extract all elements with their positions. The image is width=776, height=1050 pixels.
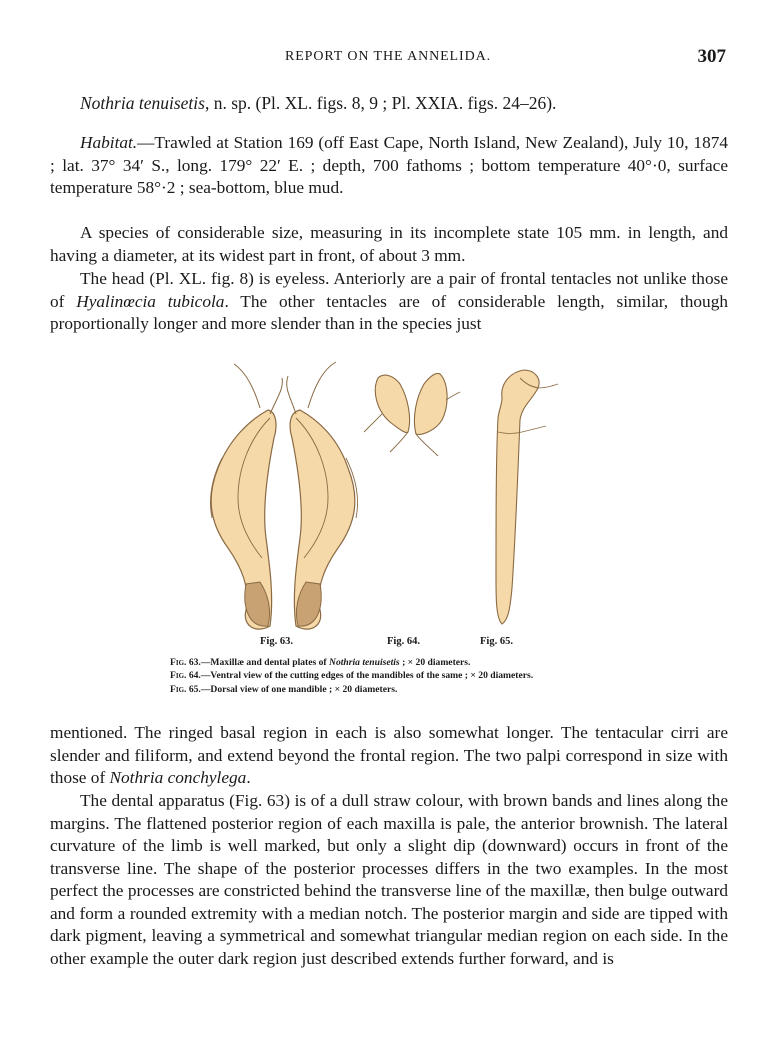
tentacle-italic-species: Nothria conchylega xyxy=(109,768,247,787)
fig65-mandible-drawing xyxy=(496,370,558,624)
fig63-maxillae-drawing xyxy=(210,362,357,629)
head-paragraph xyxy=(50,268,728,336)
head-text-b: . The other tentacles are of considerable length, similar, though proportionally longer and more slender than in the species just xyxy=(50,291,728,333)
tentacle-paragraph xyxy=(50,722,728,790)
habitat-label: Habitat. xyxy=(80,133,138,152)
tentacle-text-a: mentioned. The ringed basal region in each is also somewhat longer. The tentacular cirri are slender and filiform, and extend beyond the frontal region. The two palpi correspond in size with those of xyxy=(50,723,728,787)
fig65-label: Fig. 65. xyxy=(480,636,513,647)
caption-fig65: Fig. 65.—Dorsal view of one mandible ; × 20 diameters. xyxy=(170,683,398,695)
habitat-paragraph xyxy=(50,132,728,200)
head-italic-species: Hyalinœcia tubicola xyxy=(76,291,225,311)
dental-paragraph: The dental apparatus (Fig. 63) is of a dull straw colour, with brown bands and lines along the margins. The flattened posterior region of each maxilla is pale, the anterior brownish. The lateral curvature of the limb is well marked, but only a slight dip (downward) occurs in front of the transverse line. The shape of the posterior processes differs in the two examples. In the most perfect the processes are constricted behind the transverse line of the maxillæ, then bulge outward and form a rounded extremity with a median notch. The posterior margin and side are tipped with dark pigment, leaving a symmetrical and somewhat triangular median region on each side. In the other example the outer dark region just described extends further forward, and is xyxy=(50,791,728,968)
species-reference: , n. sp. (Pl. XL. figs. 8, 9 ; Pl. XXIA. figs. 24–26). xyxy=(204,93,557,113)
running-title: REPORT ON THE ANNELIDA. xyxy=(284,49,491,64)
figure-captions xyxy=(170,656,640,696)
caption-fig63: Fig. 63.—Maxillæ and dental plates of Nothria tenuisetis ; × 20 diameters. xyxy=(170,657,471,668)
fig64-mandibles-drawing xyxy=(364,373,460,456)
figure-group xyxy=(150,348,630,648)
species-heading xyxy=(80,93,556,114)
running-header xyxy=(50,46,726,70)
fig63-label: Fig. 63. xyxy=(260,636,293,647)
habitat-text: —Trawled at Station 169 (off East Cape, North Island, New Zealand), July 10, 1874 ; lat. 37° 34′ S., long. 179° 22′ E. ; depth, 700 fathoms ; bottom temperature 40°·0, surface temperature 58°·2 ; sea-bottom, blue mud. xyxy=(50,133,728,197)
species-name: Nothria tenuisetis xyxy=(80,93,205,113)
page-number: 307 xyxy=(697,46,726,67)
caption-fig64: Fig. 64.—Ventral view of the cutting edges of the mandibles of the same ; × 20 diameters. xyxy=(170,670,534,682)
tentacle-text-b: . xyxy=(246,768,251,787)
figure-drawings xyxy=(150,348,630,648)
head-text-a: The head (Pl. XL. fig. 8) is eyeless. Anteriorly are a pair of frontal tentacles not unlike those of xyxy=(50,269,728,311)
size-paragraph: A species of considerable size, measuring in its incomplete state 105 mm. in length, and having a diameter, at its widest part in front, of about 3 mm. xyxy=(50,223,728,265)
fig64-label: Fig. 64. xyxy=(387,636,420,647)
